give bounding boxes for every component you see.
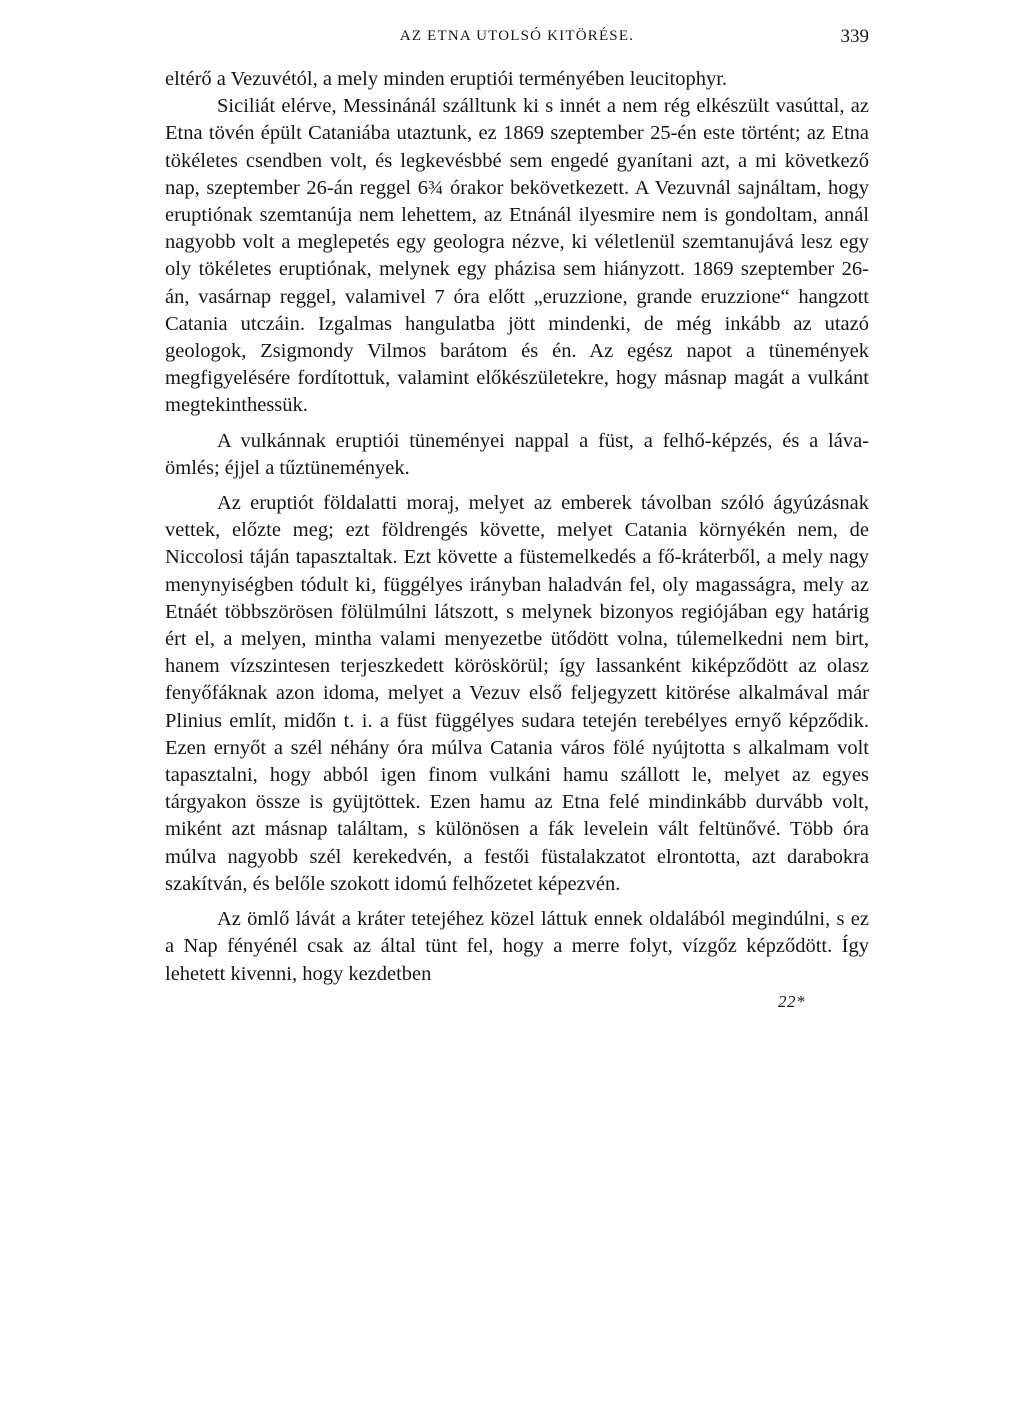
paragraph: Az ömlő lávát a kráter tetejéhez közel láttuk ennek oldalából megindúlni, s ez a Nap fényénél csak az által tünt fel, hogy a merre folyt, vízgőz képződött. Így lehetett kivenni, hogy kezdetben	[165, 908, 869, 985]
paragraph: Siciliát elérve, Messinánál szálltunk ki s innét a nem rég elkészült vasúttal, az Etna tövén épült Cataniába utaztunk, ez 1869 szeptember 25-én este történt; az Etna tökéletes csendben volt, és legkevésbbé sem engedé gyanítani azt, a mi következő nap, szeptember 26-án reggel 6¾ órakor bekövetkezett. A Vezuvnál sajnáltam, hogy eruptiónak szemtanúja nem lehettem, az Etnánál ilyesmire nem is gondoltam, annál nagyobb volt a meglepetés egy geologra nézve, ki véletlenül szemtanujává lesz egy oly tökéletes eruptiónak, melynek egy pházisa sem hiányzott. 1869 szeptember 26-án, vasárnap reggel, valamivel 7 óra előtt „eruzzione, grande eruzzione“ hangzott Catania utczáin. Izgalmas hangulatba jött mindenki, de még inkább az utazó geologok, Zsigmondy Vilmos barátom és én. Az egész napot a tünemények megfigyelésére fordítottuk, valamint előkészületekre, hogy másnap magát a vulkánt megtekinthessük.	[165, 95, 869, 417]
printer-signature-mark: 22*	[778, 991, 805, 1011]
body-text	[165, 66, 869, 988]
paragraph-continuation: eltérő a Vezuvétól, a mely minden eruptiói terményében leucitophyr.	[165, 68, 728, 90]
running-title: AZ ETNA UTOLSÓ KITÖRÉSE.	[399, 28, 635, 44]
page-number: 339	[840, 26, 869, 47]
paragraph: Az eruptiót földalatti moraj, melyet az emberek távolban szóló ágyúzásnak vettek, előzte meg; ezt földrengés követte, melyet Catania környékén nem, de Niccolosi táján tapasztaltak. Ezt követte a füstemelkedés a fő-kráterből, a mely nagy menynyiségben tódult ki, függélyes irányban haladván fel, oly magasságra, mely az Etnáét többszörösen fölülmúlni látszott, s melynek bizonyos regiójában egy határig ért el, a melyen, mintha valami menyezetbe ütődött volna, túlemelkedni nem birt, hanem vízszintesen terjeszkedett köröskörül; így lassanként kiképződött az olasz fenyőfáknak azon idoma, melyet a Vezuv első feljegyzett kitörése alkalmával már Plinius említ, midőn t. i. a füst függélyes sudara tetején terebélyes ernyő képződik. Ezen ernyőt a szél néhány óra múlva Catania város fölé nyújtotta s alkalmam volt tapasztalni, hogy abból igen finom vulkáni hamu szállott le, melyet az egyes tárgyakon össze is gyüjtöttek. Ezen hamu az Etna felé mindinkább durvább volt, miként azt másnap találtam, s különösen a fák levelein vált feltünővé. Több óra múlva nagyobb szél kerekedvén, a festői füstalakzatot elrontotta, azt darabokra szakítván, és belőle szokott idomú felhőzetet képezvén.	[165, 492, 869, 895]
running-head	[165, 28, 869, 58]
paragraph: A vulkánnak eruptiói tüneményei nappal a füst, a felhő-képzés, és a láva-ömlés; éjjel a tűztünemények.	[165, 429, 869, 479]
book-page	[165, 28, 869, 1012]
